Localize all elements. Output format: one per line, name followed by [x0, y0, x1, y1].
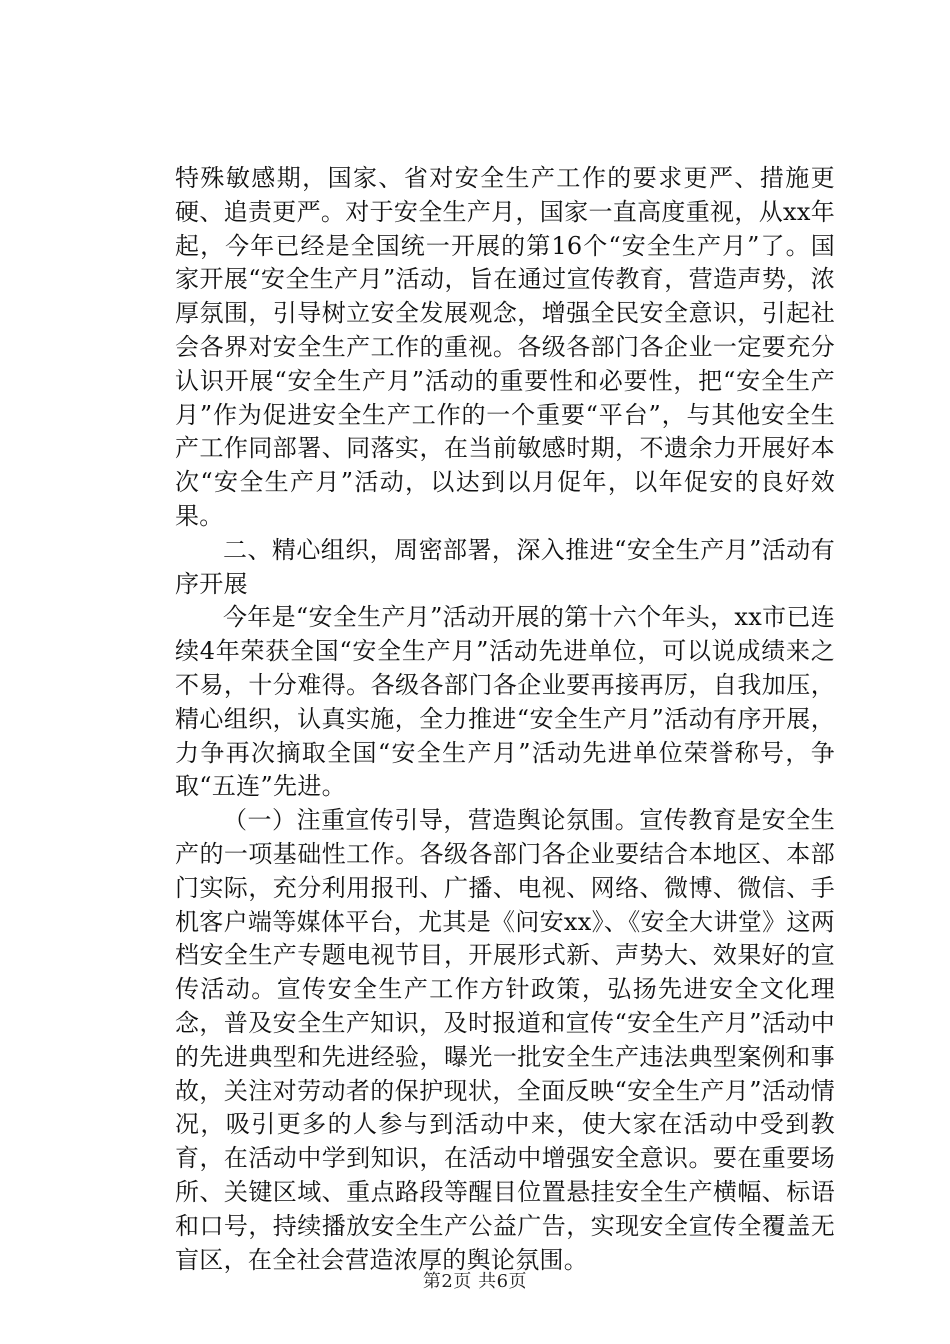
page-footer: 第2页 共6页 [422, 1271, 528, 1292]
section-heading: 二、精心组织，周密部署，深入推进“安全生产月”活动有序开展 [175, 535, 835, 598]
paragraph: 今年是“安全生产月”活动开展的第十六个年头，xx市已连续4年荣获全国“安全生产月”活动先进单位，可以说成绩来之不易，十分难得。各级各部门各企业要再接再厉，自我加压，精心组织，认真实施，全力推进“安全生产月”活动有序开展，力争再次摘取全国“安全生产月”活动先进单位荣誉称号，争取“五连”先进。 [175, 603, 835, 801]
document-body [175, 162, 835, 1277]
paragraph: （一）注重宣传引导，营造舆论氛围。宣传教育是安全生产的一项基础性工作。各级各部门各企业要结合本地区、本部门实际，充分利用报刊、广播、电视、网络、微博、微信、手机客户端等媒体平台，尤其是《问安xx》、《安全大讲堂》这两档安全生产专题电视节目，开展形式新、声势大、效果好的宣传活动。宣传安全生产工作方针政策，弘扬先进安全文化理念，普及安全生产知识，及时报道和宣传“安全生产月”活动中的先进典型和先进经验，曝光一批安全生产违法典型案例和事故，关注对劳动者的保护现状，全面反映“安全生产月”活动情况，吸引更多的人参与到活动中来，使大家在活动中受到教育，在活动中学到知识，在活动中增强安全意识。要在重要场所、关键区域、重点路段等醒目位置悬挂安全生产横幅、标语和口号，持续播放安全生产公益广告，实现安全宣传全覆盖无盲区，在全社会营造浓厚的舆论氛围。 [175, 806, 835, 1274]
paragraph-continuation: 特殊敏感期，国家、省对安全生产工作的要求更严、措施更硬、追责更严。对于安全生产月，国家一直高度重视，从xx年起，今年已经是全国统一开展的第16个“安全生产月”了。国家开展“安全生产月”活动，旨在通过宣传教育，营造声势，浓厚氛围，引导树立安全发展观念，增强全民安全意识，引起社会各界对安全生产工作的重视。各级各部门各企业一定要充分认识开展“安全生产月”活动的重要性和必要性，把“安全生产月”作为促进安全生产工作的一个重要“平台”，与其他安全生产工作同部署、同落实，在当前敏感时期，不遗余力开展好本次“安全生产月”活动，以达到以月促年，以年促安的良好效果。 [175, 164, 835, 530]
